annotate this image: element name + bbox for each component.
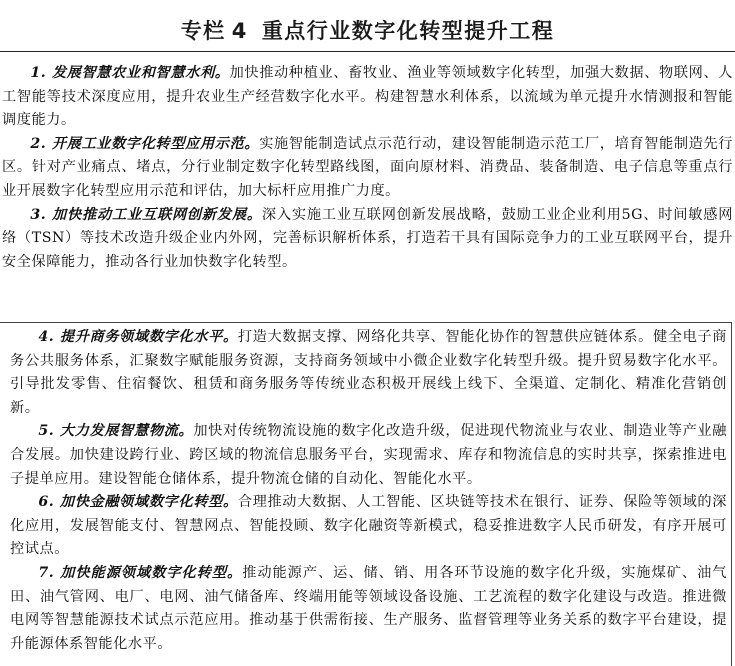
section-4 (10, 326, 727, 420)
section-2-lead: 2. 开展工业数字化转型应用示范。 (30, 135, 260, 152)
column-body-part-2 (0, 326, 735, 656)
section-7 (10, 562, 727, 656)
section-3-body: 深入实施工业互联网创新发展战略，鼓励工业企业利用5G、时间敏感网络（TSN）等技术改造升级企业内外网，完善标识解析体系，打造若干具有国际竞争力的工业互联网平台，提升安全保障能力，推动各行业加快数字化转型。 (2, 206, 733, 270)
section-7-body: 推动能源产、运、储、销、用各环节设施的数字化升级，实施煤矿、油气田、油气管网、电厂、电网、油气储备库、终端用能等领域设备设施、工艺流程的数字化建设与改造。推进微电网等智慧能源技术试点示范应用。推动基于供需衔接、生产服务、监督管理等业务关系的数字平台建设，提升能源体系智能化水平。 (10, 564, 727, 652)
section-1-lead: 1. 发展智慧农业和智慧水利。 (30, 65, 230, 81)
section-2 (2, 133, 733, 204)
section-1-body: 加快推动种植业、畜牧业、渔业等领域数字化转型，加强大数据、物联网、人工智能等技术深度应用，提升农业生产经营数字化水平。构建智慧水利体系，以流域为单元提升水情测报和智能调度能力。 (2, 65, 733, 129)
section-1 (2, 62, 733, 133)
column-label: 专栏 (180, 19, 226, 43)
section-5-lead: 5. 大力发展智慧物流。 (38, 423, 194, 440)
column-heading: 重点行业数字化转型提升工程 (261, 19, 555, 43)
section-6-body: 合理推动大数据、人工智能、区块链等技术在银行、证券、保险等领域的深化应用，发展智能支付、智慧网点、智能投顾、数字化融资等新模式，稳妥推进数字人民币研发，有序开展可控试点。 (10, 494, 727, 558)
section-2-body: 实施智能制造试点示范行动，建设智能制造示范工厂，培育智能制造先行区。针对产业痛点、堵点，分行业制定数字化转型路线图，面向原材料、消费品、装备制造、电子信息等重点行业开展数字化转型应用示范和评估，加大标杆应用推广力度。 (2, 135, 733, 199)
section-5-body: 加快对传统物流设施的数字化改造升级，促进现代物流业与农业、制造业等产业融合发展。加快建设跨行业、跨区域的物流信息服务平台，实现需求、库存和物流信息的实时共享，探索推进电子提单应用。建设智能仓储体系，提升物流仓储的自动化、智能化水平。 (10, 423, 727, 487)
section-5 (10, 420, 727, 491)
section-4-lead: 4. 提升商务领域数字化水平。 (38, 329, 238, 345)
section-7-lead: 7. 加快能源领域数字化转型。 (38, 564, 243, 581)
section-3-lead: 3. 加快推动工业互联网创新发展。 (30, 206, 262, 223)
section-3 (2, 204, 733, 275)
column-header (0, 6, 735, 52)
section-6 (10, 491, 727, 562)
section-6-lead: 6. 加快金融领域数字化转型。 (38, 494, 238, 511)
column-title (181, 15, 555, 45)
column-body-part-1 (0, 62, 735, 274)
column-number: 4 (231, 19, 248, 43)
section-4-body: 打造大数据支撑、网络化共享、智能化协作的智慧供应链体系。健全电子商务公共服务体系，汇聚数字赋能服务资源，支持商务领域中小微企业数字化转型升级。提升贸易数字化水平。引导批发零售、住宿餐饮、租赁和商务服务等传统业态积极开展线上线下、全渠道、定制化、精准化营销创新。 (10, 329, 727, 416)
